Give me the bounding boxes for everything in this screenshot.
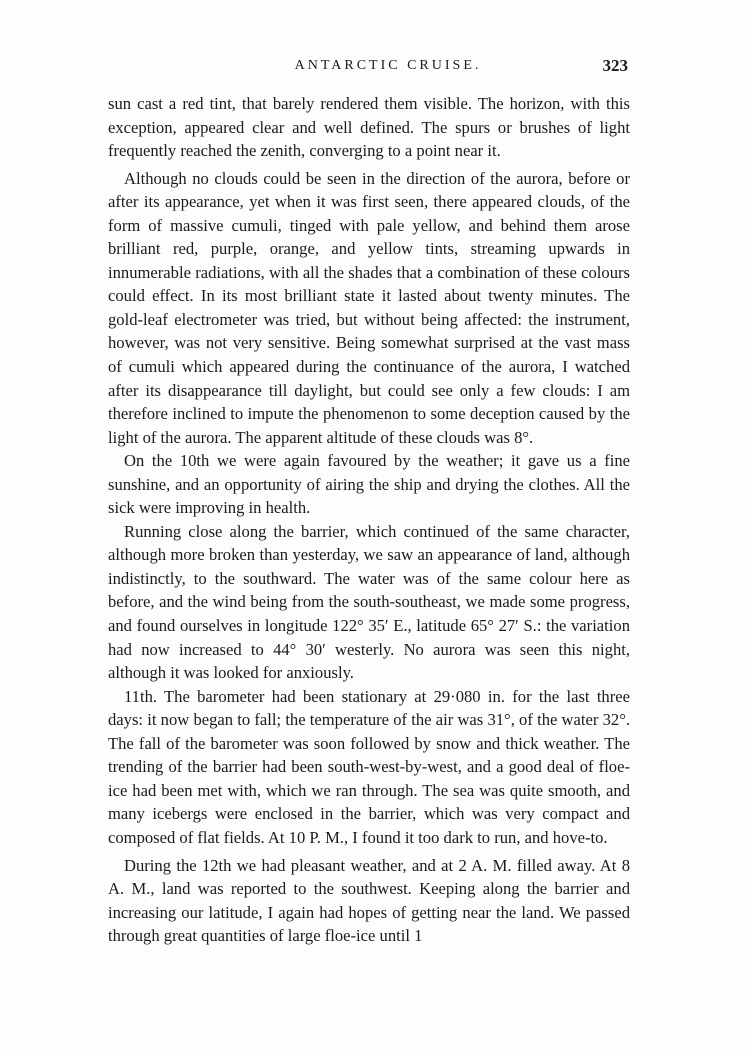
running-header <box>108 58 628 82</box>
paragraph-2: Although no clouds could be seen in the direction of the aurora, before or after its appearance, yet when it was first seen, there appeared clouds, of the form of massive cumuli, tinged with pale yellow, and behind them arose brilliant red, purple, orange, and yellow tints, streaming upwards in innumerable radiations, with all the shades that a combination of these colours could effect. In its most brilliant state it lasted about twenty minutes. The gold-leaf electrometer was tried, but without being affected: the instrument, however, was not very sensitive. Being somewhat surprised at the vast mass of cumuli which appeared during the continuance of the aurora, I watched after its disappearance till daylight, but could see only a few clouds: I am therefore inclined to impute the phenomenon to some deception caused by the light of the aurora. The apparent altitude of these clouds was 8°. <box>108 168 630 447</box>
running-title: ANTARCTIC CRUISE. <box>294 58 482 73</box>
paragraph-3: On the 10th we were again favoured by the weather; it gave us a fine sunshine, and an opportunity of airing the ship and drying the clothes. All the sick were improving in health. <box>108 451 630 518</box>
paragraph-5: 11th. The barometer had been stationary at 29·080 in. for the last three days: it now began to fall; the temperature of the air was 31°, of the water 32°. The fall of the barometer was soon followed by snow and thick weather. The trending of the barrier had been south-west-by-west, and a good deal of floe-ice had been met with, which we ran through. The sea was quite smooth, and many icebergs were enclosed in the barrier, which was very compact and composed of flat fields. At 10 P. M., I found it too dark to run, and hove-to. <box>108 686 630 847</box>
paragraph-4: Running close along the barrier, which continued of the same character, although more broken than yesterday, we saw an appearance of land, although indistinctly, to the southward. The water was of the same colour here as before, and the wind being from the south-southeast, we made some progress, and found ourselves in longitude 122° 35′ E., latitude 65° 27′ S.: the variation had now increased to 44° 30′ westerly. No aurora was seen this night, although it was looked for anxiously. <box>108 521 630 683</box>
paragraph-6: During the 12th we had pleasant weather, and at 2 A. M. filled away. At 8 A. M., land was reported to the southwest. Keeping along the barrier and increasing our latitude, I again had hopes of getting near the land. We passed through great quantities of large floe-ice until 1 <box>108 855 630 946</box>
page-number: 323 <box>602 56 628 75</box>
paragraph-1: sun cast a red tint, that barely rendered them visible. The horizon, with this exception, appeared clear and well defined. The spurs or brushes of light frequently reached the zenith, converging to a point near it. <box>108 94 630 161</box>
body-text <box>108 92 630 948</box>
